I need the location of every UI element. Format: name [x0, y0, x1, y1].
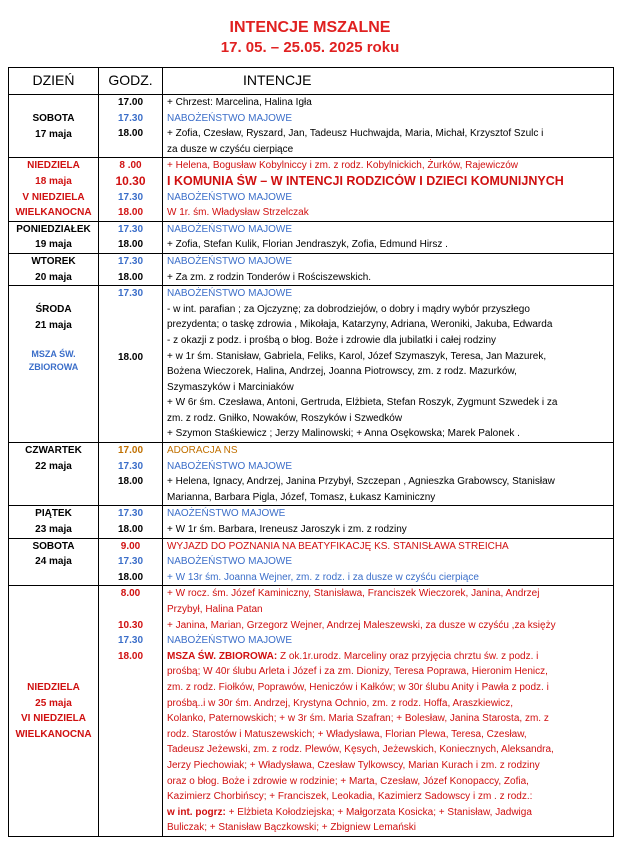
day-name: SOBOTA — [32, 113, 75, 124]
day-date: 22 maja — [35, 460, 72, 472]
intent: + W 6r śm. Czesława, Antoni, Gertruda, Elżbieta, Stefan Roszyk, Zygmunt Szwedek i za — [167, 397, 558, 409]
intent-cell — [163, 158, 614, 221]
day-date: 20 maja — [35, 271, 72, 283]
intent: + Janina, Marian, Grzegorz Wejner, Andrzej Maleszewski, za dusze w czyśću ,za księży — [167, 619, 556, 631]
intent: Przybył, Halina Patan — [167, 604, 263, 615]
time: 18.00 — [117, 239, 144, 251]
intent-cell — [163, 506, 614, 538]
intent: WYJAZD DO POZNANIA NA BEATYFIKACJĘ KS. STANISŁAWA STREICHA — [167, 540, 509, 552]
day-name: PONIEDZIAŁEK — [16, 223, 91, 235]
intent: + Szymon Staśkiewicz ; Jerzy Malinowski; + Anna Osękowska; Marek Palonek . — [167, 428, 520, 440]
intentions-table — [8, 67, 614, 837]
time: 10.30 — [115, 173, 146, 188]
day-feast: WIELKANOCNA — [15, 728, 92, 740]
intent: NABOŻEŃSTWO MAJOWE — [167, 223, 292, 235]
time: 17.30 — [117, 460, 144, 472]
time: 18.00 — [117, 207, 144, 219]
day-name: ŚRODA — [35, 304, 72, 316]
day-cell — [9, 586, 99, 837]
intent-label: MSZA ŚW. ZBIOROWA: — [167, 650, 278, 662]
intent: + W 1r śm. Barbara, Ireneusz Jaroszyk i zm. z rodziny — [167, 524, 407, 536]
time-cell — [99, 506, 163, 538]
day-name: NIEDZIELA — [27, 160, 80, 172]
intent: oraz o błog. Boże i zdrowie w rodzinie; + Marta, Czesław, Józef Konopaccy, Zofia, — [167, 775, 529, 787]
day-date: 19 maja — [35, 239, 72, 251]
time: 18.00 — [117, 351, 144, 363]
intent: Kolanko, Paternowskich; + w 3r śm. Maria Szafran; + Bolesław, Janina Starosta, zm. z — [167, 713, 549, 725]
table-row — [9, 95, 614, 158]
day-name: WTOREK — [31, 255, 76, 267]
day-cell — [9, 253, 99, 285]
intent: za dusze w czyśću cierpiące — [167, 143, 294, 155]
time: 18.00 — [117, 476, 144, 488]
intent-highlight: I KOMUNIA ŚW – W INTENCJI RODZICÓW I DZIECI KOMUNIJNYCH — [167, 173, 564, 188]
time: 18.00 — [117, 524, 144, 536]
intent: NABOŻEŃSTWO MAJOWE — [167, 460, 292, 472]
day-date: 18 maja — [35, 175, 72, 187]
table-row — [9, 586, 614, 837]
time: 8 .00 — [119, 160, 142, 172]
intent — [167, 805, 613, 821]
intent-cell — [163, 221, 614, 253]
day-cell — [9, 221, 99, 253]
intent: + Chrzest: Marcelina, Halina Igła — [167, 97, 312, 108]
day-feast: V NIEDZIELA — [22, 191, 85, 203]
intent-label: w int. pogrz: — [167, 806, 226, 818]
day-name: SOBOTA — [32, 540, 75, 552]
intent — [167, 649, 613, 665]
table-row — [9, 538, 614, 586]
time-cell — [99, 586, 163, 837]
day-cell — [9, 158, 99, 221]
day-name: PIĄTEK — [35, 508, 72, 520]
intent: Szymaszyków i Marciniaków — [167, 381, 294, 393]
intent: - z okazji z podz. i prośbą o błog. Boże i zdrowie dla jubilatki i całej rodziny — [167, 334, 497, 346]
intent: Bożena Wieczorek, Halina, Andrzej, Joanna Piotrowscy, zm. z rodz. Mazurków, — [167, 366, 517, 378]
day-feast: VI NIEDZIELA — [20, 713, 86, 725]
intent: + w 1r śm. Stanisław, Gabriela, Feliks, Karol, Józef Szymaszyk, Teresa, Jan Mazurek, — [167, 350, 547, 362]
day-feast: WIELKANOCNA — [15, 207, 92, 219]
time: 17.30 — [117, 112, 144, 124]
table-row — [9, 506, 614, 538]
day-date: 25 maja — [35, 697, 72, 709]
intent-text: Z ok.1r.urodz. Marceliny oraz przyjęcia chrztu św. z podz. i — [277, 650, 539, 662]
page-header — [0, 0, 620, 57]
intent-cell — [163, 586, 614, 837]
intent: + Zofia, Czesław, Ryszard, Jan, Tadeusz Huchwajda, Maria, Michał, Krzysztof Szulc i — [167, 128, 544, 140]
intent: + Helena, Bogusław Kobylniccy i zm. z rodz. Kobylnickich, Żurków, Rajewiczów — [167, 160, 518, 172]
intent: + Zofia, Stefan Kulik, Florian Jendraszyk, Zofia, Edmund Hirsz . — [167, 239, 448, 251]
day-cell — [9, 95, 99, 158]
time: 17.30 — [117, 288, 144, 300]
table-row — [9, 443, 614, 506]
time-cell — [99, 443, 163, 506]
intent: NABOŻEŃSTWO MAJOWE — [167, 112, 292, 124]
intent: ADORACJA NS — [167, 445, 238, 457]
time: 10.30 — [117, 619, 144, 631]
intent: Kazimierz Chorbińscy; + Franciszek, Leokadia, Kazimierz Sadowscy i zm . z rodz.: — [167, 791, 533, 803]
time: 18.00 — [117, 128, 144, 140]
intent-cell — [163, 95, 614, 158]
intent: zm. z rodz. Fiołków, Poprawów, Heniczów i Kałków; w 30r ślubu Anity i Pawła z podz. i — [167, 681, 549, 693]
time: 18.00 — [117, 271, 144, 283]
day-cell — [9, 286, 99, 443]
time-cell — [99, 286, 163, 443]
time-cell — [99, 95, 163, 158]
day-date: 17 maja — [35, 128, 72, 140]
intent-cell — [163, 538, 614, 586]
day-note: ZBIOROWA — [28, 362, 79, 373]
intent-cell — [163, 443, 614, 506]
header-intent: INTENCJE — [163, 68, 614, 95]
header-time: GODZ. — [99, 68, 163, 95]
intent: NABOŻEŃSTWO MAJOWE — [167, 255, 292, 267]
table-row — [9, 221, 614, 253]
time: 18.00 — [117, 571, 144, 583]
time-cell — [99, 158, 163, 221]
page-subtitle: 17. 05. – 25.05. 2025 roku — [220, 39, 400, 56]
day-date: 23 maja — [35, 524, 72, 536]
day-cell — [9, 443, 99, 506]
intent-cell — [163, 253, 614, 285]
time: 8.00 — [120, 588, 141, 600]
day-note: MSZA ŚW. — [31, 349, 76, 360]
time: 17.30 — [117, 191, 144, 203]
time-cell — [99, 538, 163, 586]
intent: NABOŻEŃSTWO MAJOWE — [167, 288, 292, 300]
intent: Marianna, Barbara Pigla, Józef, Tomasz, Łukasz Kaminiczny — [167, 491, 436, 503]
intent: rodz. Starostów i Matuszewskich; + Władysława, Florian Plewa, Teresa, Czesław, — [167, 728, 527, 740]
intent: zm. z rodz. Gniłko, Nowaków, Roszyków i Szwedków — [167, 412, 403, 424]
intent-cell — [163, 286, 614, 443]
intent: Jerzy Piechowiak; + Władysława, Czesław Tylkowscy, Marian Kurach i zm. z rodziny — [167, 759, 540, 771]
day-cell — [9, 538, 99, 586]
intent: Tadeusz Jeżewski, zm. z rodz. Plewów, Kęsych, Jeżewskich, Koniecznych, Aleksandra, — [167, 744, 554, 756]
header-day: DZIEŃ — [9, 68, 99, 95]
intent: prezydenta; o taskę zdrowia , Mikołaja, Katarzyny, Adriana, Weroniki, Jakuba, Edwarda — [167, 319, 553, 331]
time: 17.00 — [117, 445, 144, 457]
table-row — [9, 286, 614, 443]
time-cell — [99, 221, 163, 253]
day-cell — [9, 506, 99, 538]
intent: + W 13r śm. Joanna Wejner, zm. z rodz. i za dusze w czyśću cierpiące — [167, 571, 479, 583]
day-date: 21 maja — [35, 319, 72, 331]
day-name: NIEDZIELA — [27, 681, 80, 693]
intent: Buliczak; + Stanisław Bączkowski; + Zbigniew Lemański — [167, 822, 416, 834]
intent-text: + Elżbieta Kołodziejska; + Małgorzata Kosicka; + Stanisław, Jadwiga — [225, 806, 532, 818]
intent: + W rocz. śm. Józef Kaminiczny, Stanisława, Franciszek Wieczorek, Janina, Andrzej — [167, 588, 540, 600]
table-row — [9, 158, 614, 221]
time: 17.30 — [117, 556, 144, 568]
time: 17.00 — [117, 97, 144, 108]
intent: - w int. parafian ; za Ojczyznę; za dobrodziejów, o dobry i mądry wybór przyszłego — [167, 303, 530, 315]
time: 17.30 — [117, 635, 144, 647]
time: 17.30 — [117, 255, 144, 267]
intent: NABOŻEŃSTWO MAJOWE — [167, 191, 292, 203]
time: 17.30 — [117, 508, 144, 520]
day-date: 24 maja — [35, 556, 72, 568]
time-cell — [99, 253, 163, 285]
intent: W 1r. śm. Władysław Strzelczak — [167, 207, 309, 219]
time: 18.00 — [117, 650, 144, 662]
time: 17.30 — [117, 223, 144, 235]
table-row — [9, 253, 614, 285]
day-name: CZWARTEK — [25, 445, 82, 457]
table-header-row — [9, 68, 614, 95]
page-title: INTENCJE MSZALNE — [229, 19, 391, 36]
intent: NABOŻEŃSTWO MAJOWE — [167, 556, 292, 568]
time: 9.00 — [120, 540, 141, 552]
intent: prośbą; W 40r ślubu Arleta i Józef i za zm. Dionizy, Teresa Poprawa, Hieronim Henicz, — [167, 666, 548, 678]
intent: + Helena, Ignacy, Andrzej, Janina Przybył, Szczepan , Agnieszka Grabowscy, Stanisław — [167, 476, 555, 488]
intent: NAOŻEŃSTWO MAJOWE — [167, 508, 286, 520]
intent: + Za zm. z rodzin Tonderów i Rościszewskich. — [167, 271, 372, 283]
intent: NABOŻEŃSTWO MAJOWE — [167, 635, 292, 647]
intent: prośbą..i w 30r śm. Andrzej, Krystyna Ochnio, zm. z rodz. Hoffa, Araszkiewicz, — [167, 697, 514, 709]
